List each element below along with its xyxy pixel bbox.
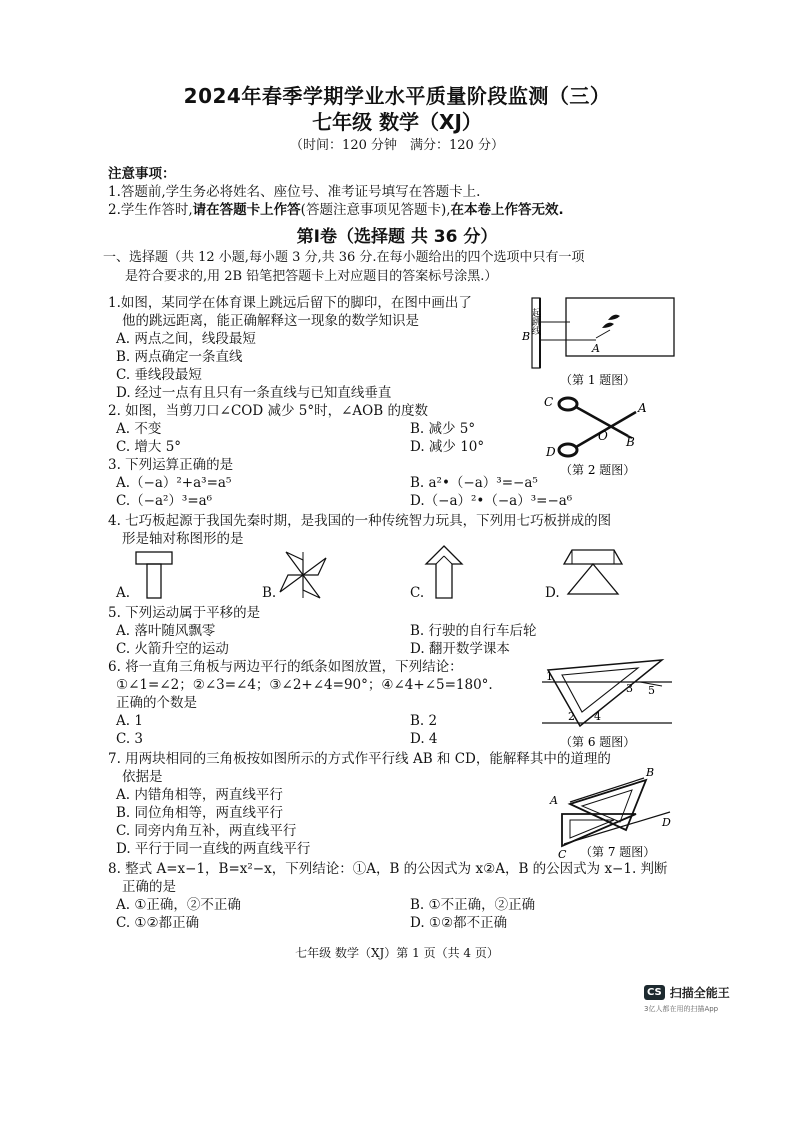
q8-stem-2: 正确的是 (122, 879, 176, 895)
q3-option-b: B. a²•（−a）³=−a⁵ (410, 475, 538, 491)
q8-stem-1: 8. 整式 A=x−1，B=x²−x，下列结论：①A，B 的公因式为 x②A，B 的公因式为 x−1. 判断 (108, 861, 668, 877)
q4-figure-b (278, 550, 328, 600)
q7-option-a: A. 内错角相等，两直线平行 (116, 787, 283, 803)
q2-option-d: D. 减少 10° (410, 439, 485, 455)
q3-stem: 3. 下列运算正确的是 (108, 457, 234, 473)
q7-fig-caption: （第 7 题图） (580, 845, 656, 859)
q1-fig-caption: （第 1 题图） (560, 373, 636, 387)
q6-fig-angle-2: 2 (568, 710, 575, 723)
q5-option-b: B. 行驶的自行车后轮 (410, 623, 537, 639)
q2-stem: 2. 如图，当剪刀口∠COD 减少 5°时，∠AOB 的度数 (108, 403, 428, 419)
q4-figure-a (134, 550, 174, 600)
q6-option-b: B. 2 (410, 713, 438, 729)
q5-option-d: D. 翻开数学课本 (410, 641, 510, 657)
notes-item-1: 1.答题前,学生务必将姓名、座位号、准考证号填写在答题卡上. (108, 184, 481, 200)
exam-time-info: （时间：120 分钟 满分：120 分） (290, 138, 504, 153)
q6-fig-caption: （第 6 题图） (560, 735, 636, 749)
q2-fig-caption: （第 2 题图） (560, 463, 636, 477)
q4-figure-c (424, 544, 464, 600)
q5-option-a: A. 落叶随风飘零 (116, 623, 216, 639)
exam-title: 2024年春季学期学业水平质量阶段监测（三） (183, 84, 611, 108)
q2-option-b: B. 减少 5° (410, 421, 476, 437)
q1-fig-point-a: A (592, 342, 600, 355)
q6-stem-2: ①∠1=∠2；②∠3=∠4；③∠2+∠4=90°；④∠4+∠5=180°. (116, 677, 493, 693)
q2-fig-point-a: A (638, 401, 647, 415)
q1-option-d: D. 经过一点有且只有一条直线与已知直线垂直 (116, 385, 392, 401)
q8-option-b: B. ①不正确，②正确 (410, 897, 536, 913)
camscanner-name: 扫描全能王 (669, 986, 730, 1000)
q2-option-a: A. 不变 (116, 421, 162, 437)
q2-fig-point-b: B (626, 435, 635, 449)
q6-stem-3: 正确的个数是 (116, 695, 197, 711)
notes-item-2 (108, 201, 564, 219)
q7-option-d: D. 平行于同一直线的两直线平行 (116, 841, 311, 857)
q4-option-b: B. (262, 585, 277, 601)
q8-option-a: A. ①正确，②不正确 (116, 897, 241, 913)
q5-option-c: C. 火箭升空的运动 (116, 641, 229, 657)
q1-stem-2: 他的跳远距离，能正确解释这一现象的数学知识是 (122, 313, 419, 329)
q6-option-d: D. 4 (410, 731, 438, 747)
exam-subtitle: 七年级 数学（XJ） (312, 110, 482, 134)
q7-fig-point-d: D (662, 816, 671, 829)
q4-stem-1: 4. 七巧板起源于我国先秦时期，是我国的一种传统智力玩具，下列用七巧板拼成的图 (108, 513, 612, 529)
q3-option-d: D.（−a）²•（−a）³=−a⁶ (410, 493, 573, 509)
section-title: 第Ⅰ卷（选择题 共 36 分） (296, 227, 498, 247)
q1-figure (520, 292, 680, 392)
q1-option-a: A. 两点之间，线段最短 (116, 331, 256, 347)
notes-item-2-bold2: 在本卷上作答无效. (450, 202, 564, 218)
q7-fig-point-c: C (558, 848, 567, 861)
q4-option-c: C. (410, 585, 425, 601)
q4-figure-d (562, 548, 624, 598)
q2-figure (540, 392, 670, 482)
q2-fig-point-d: D (546, 445, 556, 459)
q7-fig-point-b: B (646, 766, 655, 779)
q5-stem: 5. 下列运动属于平移的是 (108, 605, 261, 621)
q6-figure (540, 656, 680, 756)
q7-figure (548, 764, 678, 860)
q1-stem-1: 1.如图，某同学在体育课上跳远后留下的脚印，在图中画出了 (108, 295, 472, 311)
q4-stem-2: 形是轴对称图形的是 (122, 531, 244, 547)
camscanner-tagline: 3亿人都在用的扫描App (644, 1005, 719, 1013)
q7-stem-2: 依据是 (122, 769, 163, 785)
q6-fig-angle-3: 3 (626, 682, 633, 695)
q6-option-a: A. 1 (116, 713, 143, 729)
q7-stem-1: 7. 用两块相同的三角板按如图所示的方式作平行线 AB 和 CD，能解释其中的道理的 (108, 751, 611, 767)
q4-option-d: D. (545, 585, 560, 601)
section-intro-1: 一、选择题（共 12 小题,每小题 3 分,共 36 分.在每小题给出的四个选项中只有一项 (103, 250, 585, 265)
page-footer: 七年级 数学（XJ）第 1 页（共 4 页） (295, 946, 499, 960)
q8-option-c: C. ①②都正确 (116, 915, 200, 931)
q6-option-c: C. 3 (116, 731, 144, 747)
notes-heading: 注意事项： (108, 166, 176, 182)
q1-option-c: C. 垂线段最短 (116, 367, 202, 383)
q6-fig-angle-4: 4 (594, 710, 601, 723)
notes-item-2-bold1: 请在答题卡上作答 (192, 202, 301, 218)
q2-option-c: C. 增大 5° (116, 439, 182, 455)
q1-fig-label: 起跳线 (530, 308, 540, 335)
section-intro-2: 是符合要求的,用 2B 铅笔把答题卡上对应题目的答案标号涂黑.） (125, 269, 498, 284)
q7-option-b: B. 同位角相等，两直线平行 (116, 805, 284, 821)
q2-fig-point-o: O (598, 429, 608, 443)
camscanner-watermark (644, 984, 730, 1014)
q6-stem-1: 6. 将一直角三角板与两边平行的纸条如图放置，下列结论： (108, 659, 463, 675)
q7-option-c: C. 同旁内角互补，两直线平行 (116, 823, 297, 839)
q6-fig-angle-5: 5 (648, 684, 655, 697)
q4-option-a: A. (116, 585, 131, 601)
q8-option-d: D. ①②都不正确 (410, 915, 508, 931)
q7-fig-point-a: A (550, 794, 558, 807)
camscanner-logo-icon: CS (644, 985, 665, 1000)
q3-option-c: C.（−a²）³=a⁶ (116, 493, 213, 509)
notes-item-2-pre: 2.学生作答时, (108, 202, 193, 218)
notes-item-2-mid: (答题注意事项见答题卡), (300, 202, 451, 218)
q6-fig-angle-1: 1 (546, 670, 553, 683)
q1-fig-point-b: B (522, 330, 531, 343)
q1-option-b: B. 两点确定一条直线 (116, 349, 243, 365)
q2-fig-point-c: C (544, 395, 554, 409)
q3-option-a: A.（−a）²+a³=a⁵ (116, 475, 232, 491)
